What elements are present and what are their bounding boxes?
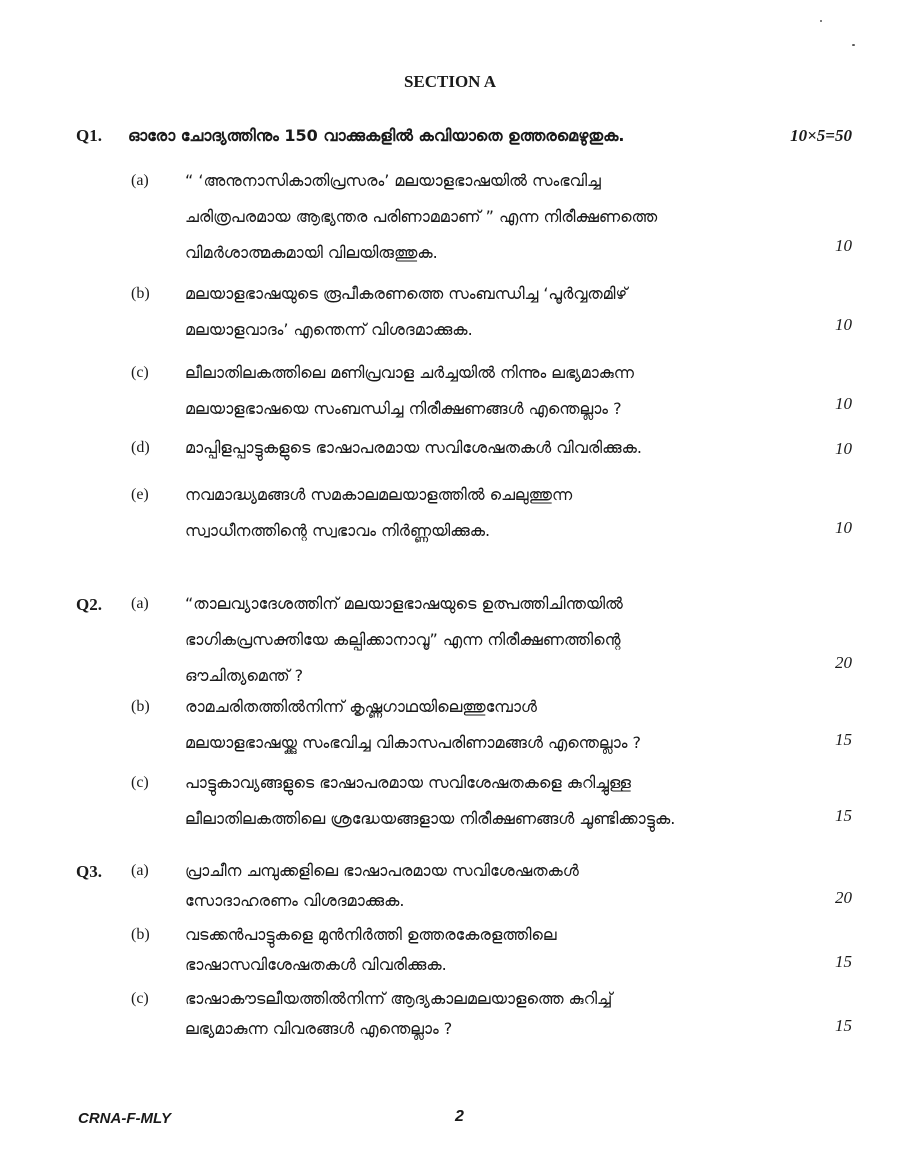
part-label: (b) <box>131 285 150 302</box>
part-marks: 15 <box>835 1016 852 1035</box>
part-text <box>185 477 805 549</box>
part-marks: 20 <box>835 653 852 672</box>
part-marks: 15 <box>835 806 852 825</box>
part-label: (c) <box>131 774 149 791</box>
text-line: പാട്ടുകാവ്യങ്ങളുടെ ഭാഷാപരമായ സവിശേഷതകളെ കുറിച്ചുള്ള <box>185 773 631 792</box>
part-label: (a) <box>131 595 149 612</box>
part-text <box>185 920 805 980</box>
text-line: ഭാഗികപ്രസക്തിയേ കല്പിക്കാനാവൂ” എന്ന നിരീക്ഷണത്തിന്റെ <box>185 630 621 649</box>
text-line: നവമാദ്ധ്യമങ്ങൾ സമകാലമലയാളത്തിൽ ചെലുത്തുന്ന <box>185 485 573 504</box>
part-marks: 10 <box>835 394 852 413</box>
part-text <box>185 984 805 1044</box>
part-label: (e) <box>131 486 149 503</box>
text-line: വടക്കൻപാട്ടുകളെ മുൻനിർത്തി ഉത്തരകേരളത്തിലെ <box>185 925 557 944</box>
scan-speck <box>820 20 822 22</box>
text-line: ലഭ്യമാകുന്ന വിവരങ്ങൾ എന്തെല്ലാം ? <box>185 1019 453 1038</box>
part-marks: 15 <box>835 952 852 971</box>
text-line: സോദാഹരണം വിശദമാക്കുക. <box>185 891 405 910</box>
part-label: (b) <box>131 698 150 715</box>
text-line: വിമർശാത്മകമായി വിലയിരുത്തുക. <box>185 243 438 262</box>
page-number: 2 <box>455 1108 464 1125</box>
part-text <box>185 163 805 271</box>
text-line: സ്വാധീനത്തിന്റെ സ്വഭാവം നിർണ്ണയിക്കുക. <box>185 521 491 540</box>
scan-speck <box>852 44 855 46</box>
question-number: Q2. <box>76 595 102 614</box>
part-text <box>185 856 805 916</box>
part-label: (a) <box>131 172 149 189</box>
text-line: ലീലാതിലകത്തിലെ ശ്രദ്ധേയങ്ങളായ നിരീക്ഷണങ്ങൾ ചൂണ്ടിക്കാട്ടുക. <box>185 809 676 828</box>
text-line: ചരിത്രപരമായ ആഭ്യന്തര പരിണാമമാണ് ” എന്ന നിരീക്ഷണത്തെ <box>185 207 658 226</box>
text-line: “ ‘അനുനാസികാതിപ്രസരം’ മലയാളഭാഷയിൽ സംഭവിച്ച <box>185 171 601 190</box>
text-line: മലയാളവാദം’ എന്തെന്ന് വിശദമാക്കുക. <box>185 320 473 339</box>
part-text <box>185 355 805 427</box>
text-line: പ്രാചീന ചമ്പുക്കളിലെ ഭാഷാപരമായ സവിശേഷതകൾ <box>185 861 579 880</box>
text-line: രാമചരിതത്തിൽനിന്ന് കൃഷ്ണഗാഥയിലെത്തുമ്പോൾ <box>185 697 537 716</box>
part-label: (a) <box>131 862 149 879</box>
part-label: (d) <box>131 439 150 456</box>
q1-total-marks: 10×5=50 <box>790 126 852 145</box>
part-marks: 10 <box>835 315 852 334</box>
text-line: മലയാളഭാഷയുടെ രൂപീകരണത്തെ സംബന്ധിച്ച ‘പൂർവ്വതമിഴ് <box>185 284 628 303</box>
part-marks: 10 <box>835 518 852 537</box>
part-text <box>185 430 805 466</box>
part-text <box>185 586 805 694</box>
part-marks: 10 <box>835 236 852 255</box>
text-line: ഔചിത്യമെന്ത് ? <box>185 666 304 685</box>
part-text <box>185 276 805 348</box>
question-number: Q1. <box>76 126 102 145</box>
q1-instruction: ഓരോ ചോദ്യത്തിനും 150 വാക്കുകളിൽ കവിയാതെ ഉത്തരമെഴുതുക. <box>128 126 625 145</box>
part-label: (c) <box>131 990 149 1007</box>
text-line: ഭാഷാകൗടലീയത്തിൽനിന്ന് ആദ്യകാലമലയാളത്തെ കുറിച്ച് <box>185 989 613 1008</box>
part-text <box>185 689 805 761</box>
part-marks: 15 <box>835 730 852 749</box>
section-title: SECTION A <box>403 72 497 91</box>
question-number: Q3. <box>76 862 102 881</box>
text-line: മലയാളഭാഷയെ സംബന്ധിച്ച നിരീക്ഷണങ്ങൾ എന്തെല്ലാം ? <box>185 399 622 418</box>
text-line: മലയാളഭാഷയ്ക്കു സംഭവിച്ച വികാസപരിണാമങ്ങൾ എന്തെല്ലാം ? <box>185 733 641 752</box>
text-line: ഭാഷാസവിശേഷതകൾ വിവരിക്കുക. <box>185 955 447 974</box>
text-line: ലീലാതിലകത്തിലെ മണിപ്രവാള ചർച്ചയിൽ നിന്നും ലഭ്യമാകുന്ന <box>185 363 634 382</box>
part-marks: 10 <box>835 439 852 458</box>
text-line: “താലവ്യാദേശത്തിന് മലയാളഭാഷയുടെ ഉത്പത്തിചിന്തയിൽ <box>185 594 623 613</box>
part-text <box>185 765 805 837</box>
paper-code: CRNA-F-MLY <box>78 1110 172 1127</box>
part-marks: 20 <box>835 888 852 907</box>
part-label: (b) <box>131 926 150 943</box>
text-line: മാപ്പിളപ്പാട്ടുകളുടെ ഭാഷാപരമായ സവിശേഷതകൾ വിവരിക്കുക. <box>185 438 642 457</box>
part-label: (c) <box>131 364 149 381</box>
